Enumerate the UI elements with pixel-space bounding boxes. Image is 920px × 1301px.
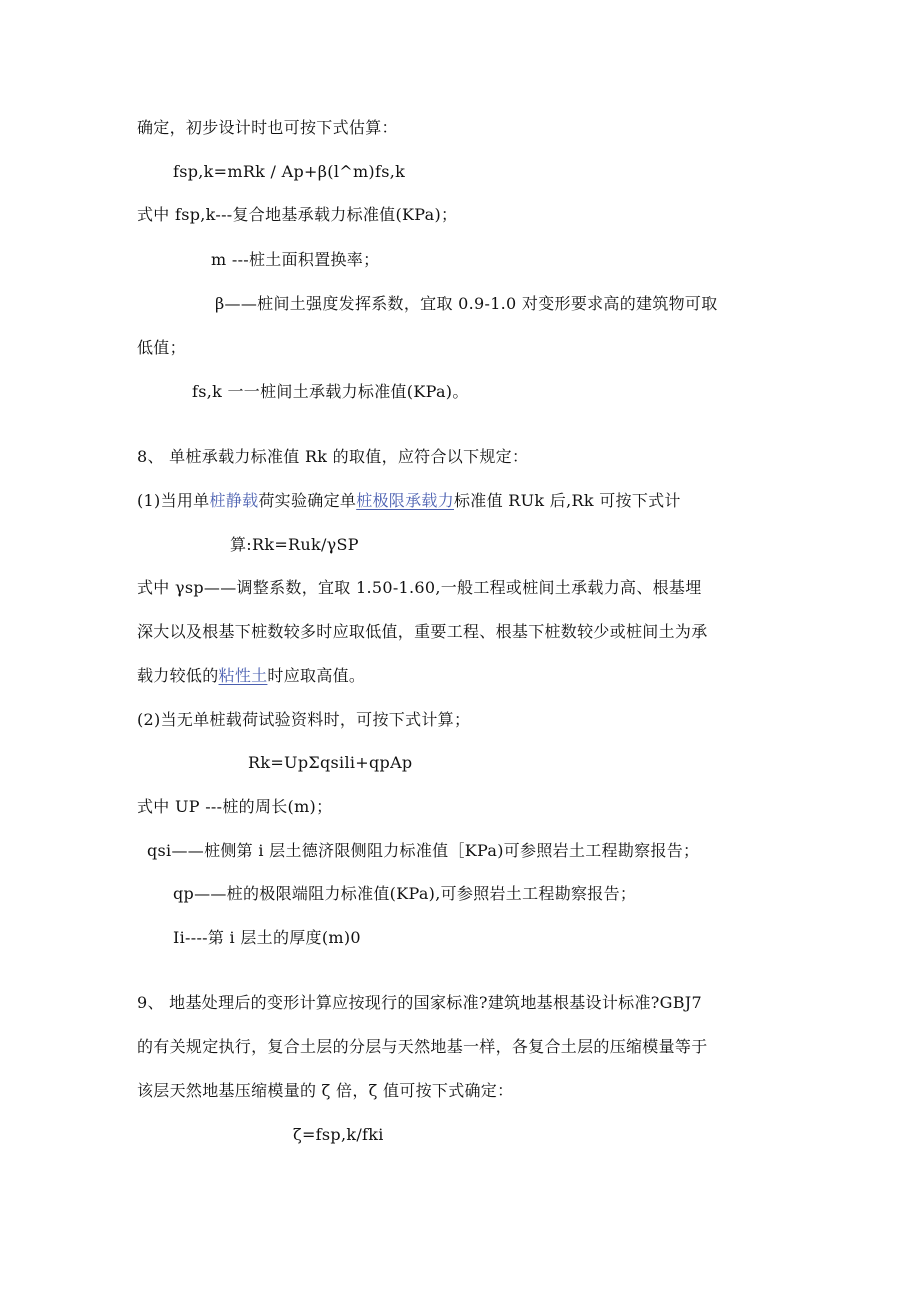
text-segment: 标准值 RUk 后,Rk 可按下式计 — [454, 491, 681, 510]
text-line-with-links — [137, 491, 681, 511]
text-line: β——桩间土强度发挥系数，宜取 0.9-1.0 对变形要求高的建筑物可取 — [215, 294, 718, 313]
text-line: (2)当无单桩载荷试验资料时，可按下式计算； — [137, 710, 471, 729]
link-pile-ultimate-bearing[interactable]: 桩极限承载力 — [356, 491, 454, 510]
text-line: 的有关规定执行，复合土层的分层与天然地基一样，各复合土层的压缩模量等于 — [137, 1037, 708, 1056]
text-line: 该层天然地基压缩模量的 ζ 倍，ζ 值可按下式确定： — [137, 1081, 514, 1100]
section-heading-8: 8、 单桩承载力标准值 Rk 的取值，应符合以下规定： — [137, 447, 529, 466]
text-line: 低值； — [137, 338, 186, 357]
text-segment: 时应取高值。 — [267, 666, 366, 685]
text-line: 式中 γsp——调整系数，宜取 1.50-1.60,一般工程或桩间土承载力高、根基埋 — [137, 578, 702, 597]
text-line: fs,k 一一桩间土承载力标准值(KPa)。 — [192, 382, 469, 401]
text-line: Ii----第 i 层土的厚度(m)0 — [173, 928, 361, 947]
text-line: 确定，初步设计时也可按下式估算： — [137, 118, 398, 137]
formula-rk: 算:Rk=Ruk/γSP — [230, 535, 359, 554]
text-line-with-link — [137, 666, 365, 686]
formula-rk-sum: Rk=UpΣqsili+qpAp — [248, 753, 413, 772]
text-segment: (1)当用单 — [137, 491, 210, 510]
text-segment: 载力较低的 — [137, 666, 219, 685]
text-line: 式中 fsp,k---复合地基承载力标准值(KPa)； — [137, 205, 458, 224]
text-line: 式中 UP ---桩的周长(m)； — [137, 797, 333, 816]
text-line: 深大以及根基下桩数较多时应取低值，重要工程、根基下桩数较少或桩间土为承 — [137, 622, 708, 641]
formula-fsp: fsp,k=mRk / Ap+β(l^m)fs,k — [173, 162, 406, 181]
text-line: qsi——桩侧第 i 层土德济限侧阻力标准值［KPa)可参照岩土工程勘察报告； — [147, 841, 700, 860]
section-heading-9: 9、 地基处理后的变形计算应按现行的国家标准?建筑地基根基设计标准?GBJ7 — [137, 993, 702, 1012]
link-cohesive-soil[interactable]: 粘性土 — [218, 666, 268, 685]
text-line: m ---桩土面积置换率； — [211, 250, 380, 269]
text-segment: 荷实验确定单 — [258, 491, 357, 510]
text-line: qp——桩的极限端阻力标准值(KPa),可参照岩土工程勘察报告； — [173, 884, 637, 903]
link-pile-static-load[interactable]: 桩静载 — [209, 491, 259, 510]
formula-zeta: ζ=fsp,k/fki — [293, 1125, 384, 1144]
